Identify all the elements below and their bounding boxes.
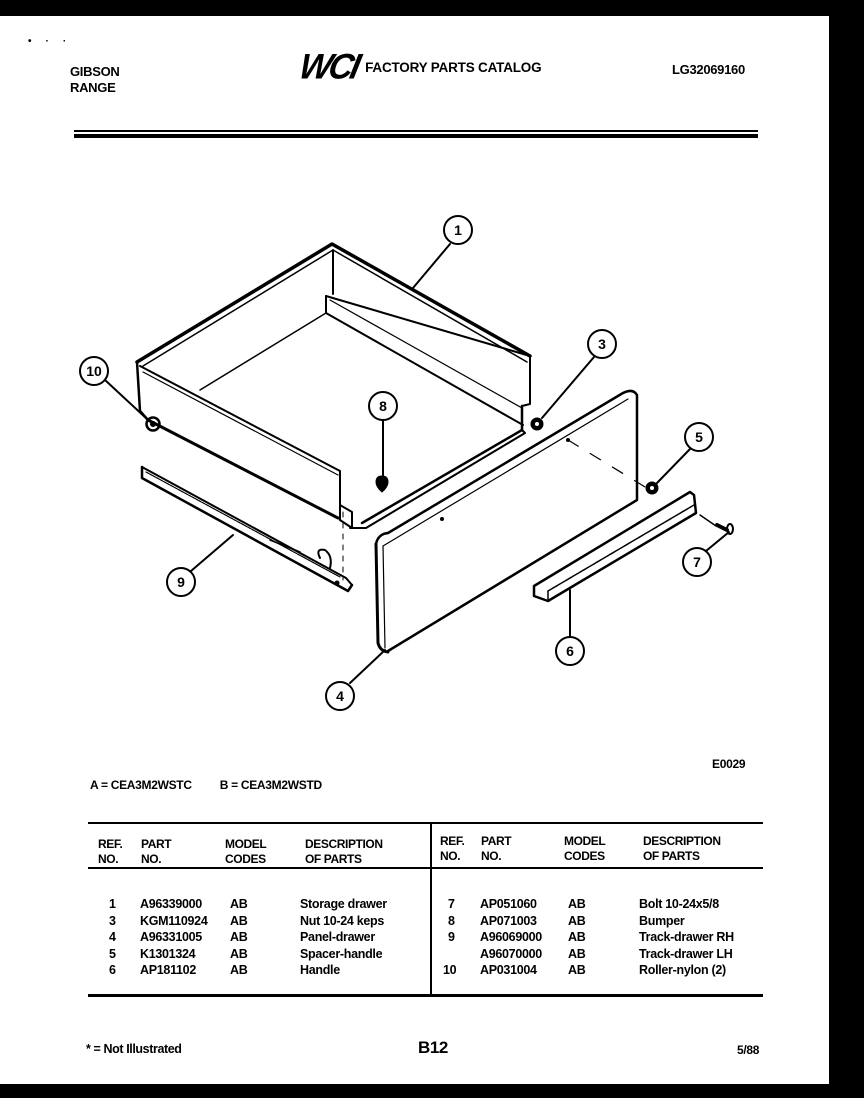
figure-code: E0029 — [712, 757, 746, 771]
header-part-no: PART NO. — [141, 837, 172, 866]
product-type: RANGE — [70, 80, 116, 95]
table-header-rule — [88, 867, 763, 869]
table-row: 4 A96331005 AB Panel-drawer — [109, 930, 375, 944]
table-row: 7 AP051060 AB Bolt 10-24x5/8 — [448, 897, 719, 911]
table-row: 8 AP071003 AB Bumper — [448, 913, 685, 928]
table-row: 6 AP181102 AB Handle — [109, 963, 340, 977]
callout-5 — [657, 423, 713, 483]
brand-block — [70, 64, 119, 96]
callout-8 — [369, 392, 397, 478]
header-ref-no-right: REF. NO. — [440, 834, 465, 863]
header-rule-thin — [74, 130, 758, 132]
callout-1 — [413, 216, 472, 288]
svg-text:6: 6 — [566, 643, 574, 659]
header-model-codes-right: MODEL CODES — [564, 834, 606, 863]
table-row: 3 KGM110924 AB Nut 10-24 keps — [109, 913, 385, 928]
table-top-rule — [88, 822, 763, 824]
svg-text:1: 1 — [454, 222, 462, 238]
svg-text:4: 4 — [336, 688, 344, 704]
callout-6 — [556, 590, 584, 665]
scan-border-top — [0, 0, 864, 16]
svg-text:9: 9 — [177, 574, 185, 590]
parts-list-right — [0, 896, 780, 979]
track-drawer-illustration — [142, 467, 352, 591]
catalog-title-block — [295, 47, 542, 87]
not-illustrated-note: * = Not Illustrated — [86, 1042, 182, 1056]
brand-name: GIBSON — [70, 64, 120, 79]
model-b: B = CEA3M2WSTD — [219, 778, 322, 792]
table-row: 5 K1301324 AB Spacer-handle — [109, 946, 383, 961]
header-ref-no: REF. NO. — [98, 837, 123, 866]
table-row: 10 AP031004 AB Roller-nylon (2) — [443, 963, 726, 977]
exploded-parts-diagram — [0, 150, 864, 750]
svg-text:8: 8 — [379, 398, 387, 414]
svg-text:5: 5 — [695, 429, 703, 445]
svg-text:7: 7 — [693, 554, 701, 570]
callout-4 — [326, 650, 385, 710]
header-description: DESCRIPTION OF PARTS — [305, 837, 383, 866]
wci-logo: WCI — [295, 47, 362, 87]
callout-7 — [683, 532, 729, 576]
scan-border-bottom — [0, 1084, 864, 1098]
table-bottom-rule — [88, 994, 763, 997]
revision-date: 5/88 — [737, 1043, 760, 1057]
catalog-title: FACTORY PARTS CATALOG — [365, 59, 542, 75]
bolt-illustration — [700, 515, 733, 534]
header-part-no-right: PART NO. — [481, 834, 512, 863]
model-a: A = CEA3M2WSTC — [90, 778, 192, 792]
panel-drawer-illustration — [376, 391, 650, 652]
scan-specks: •·· — [28, 36, 81, 47]
svg-text:10: 10 — [86, 363, 102, 379]
catalog-code: LG32069160 — [672, 62, 745, 77]
header-rule-thick — [74, 134, 758, 138]
svg-text:3: 3 — [598, 336, 606, 352]
page-number: B12 — [418, 1038, 448, 1057]
table-row: 1 A96339000 AB Storage drawer — [109, 897, 387, 911]
header-description-right: DESCRIPTION OF PARTS — [643, 834, 721, 863]
model-legend — [90, 778, 322, 792]
table-row: 9 A96069000 AB Track-drawer RH — [448, 930, 734, 944]
callout-9 — [167, 535, 233, 596]
table-row: A96070000 AB Track-drawer LH — [480, 946, 733, 961]
header-model-codes: MODEL CODES — [225, 837, 267, 866]
storage-drawer-illustration — [137, 244, 530, 580]
